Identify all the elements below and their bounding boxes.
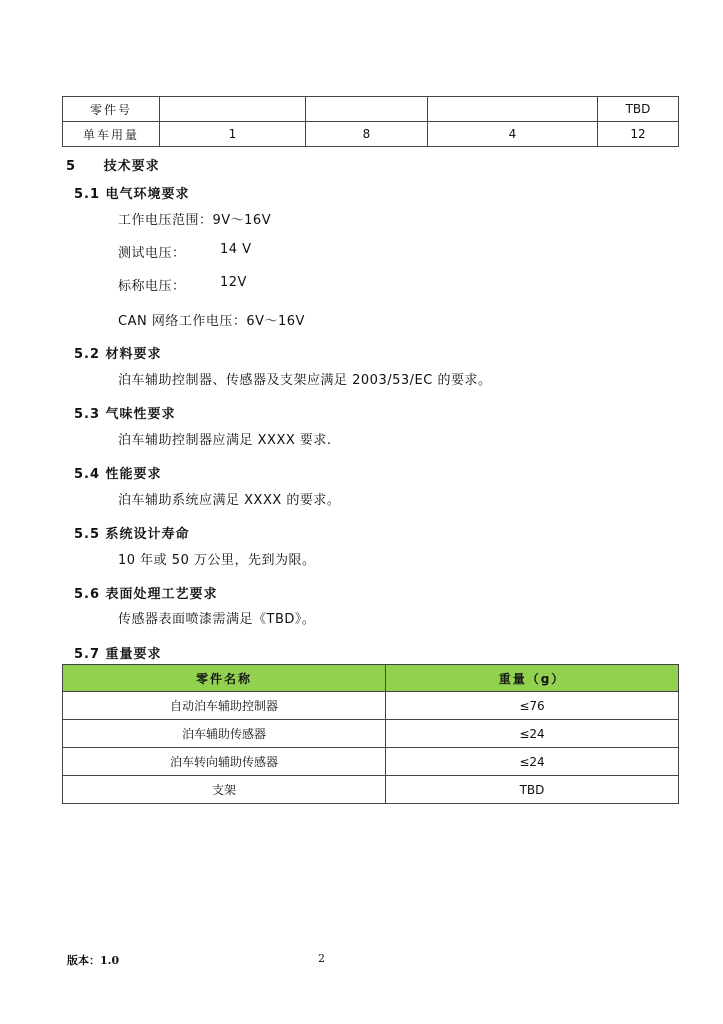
table-cell xyxy=(428,97,598,122)
lifetime-text: 10 年或 50 万公里，先到为限。 xyxy=(118,553,316,568)
surface-text: 传感器表面喷漆需满足《TBD》。 xyxy=(118,612,316,627)
test-voltage-value: 14 V xyxy=(220,242,252,257)
section-number: 5 xyxy=(66,159,77,174)
nominal-voltage-label: 标称电压： xyxy=(118,279,186,294)
weight-cell: ≤24 xyxy=(386,720,679,748)
section-5-7-heading: 5.7 重量要求 xyxy=(74,647,162,662)
table-row xyxy=(63,692,679,720)
table-cell: 4 xyxy=(428,122,598,147)
section-5-1-heading: 5.1 电气环境要求 xyxy=(74,187,190,202)
table-cell: 1 xyxy=(160,122,306,147)
can-voltage-text: CAN 网络工作电压：6V～16V xyxy=(118,314,305,329)
part-name-cell: 泊车转向辅助传感器 xyxy=(63,748,386,776)
column-header-weight: 重量（g） xyxy=(386,665,679,692)
footer-version: 版本：1.0 xyxy=(67,954,120,967)
table-cell: 单车用量 xyxy=(63,122,160,147)
part-name-cell: 支架 xyxy=(63,776,386,804)
weight-table xyxy=(62,664,679,804)
part-quantity-table xyxy=(62,96,679,147)
nominal-voltage-value: 12V xyxy=(220,275,247,290)
weight-cell: ≤76 xyxy=(386,692,679,720)
odor-text: 泊车辅助控制器应满足 XXXX 要求. xyxy=(118,433,332,448)
nominal-voltage-line xyxy=(118,275,247,294)
weight-cell: ≤24 xyxy=(386,748,679,776)
table-row xyxy=(63,720,679,748)
section-title: 技术要求 xyxy=(103,159,160,174)
section-5-heading xyxy=(66,155,160,174)
column-header-part-name: 零件名称 xyxy=(63,665,386,692)
table-cell: 12 xyxy=(598,122,679,147)
table-header-row xyxy=(63,665,679,692)
section-5-3-heading: 5.3 气味性要求 xyxy=(74,407,176,422)
section-5-4-heading: 5.4 性能要求 xyxy=(74,467,162,482)
table-cell xyxy=(160,97,306,122)
table-row xyxy=(63,97,679,122)
test-voltage-label: 测试电压： xyxy=(118,246,186,261)
table-row xyxy=(63,122,679,147)
part-name-cell: 泊车辅助传感器 xyxy=(63,720,386,748)
test-voltage-line xyxy=(118,242,252,261)
table-cell: TBD xyxy=(598,97,679,122)
page-number: 2 xyxy=(318,952,325,965)
table-cell: 零件号 xyxy=(63,97,160,122)
section-5-5-heading: 5.5 系统设计寿命 xyxy=(74,527,190,542)
performance-text: 泊车辅助系统应满足 XXXX 的要求。 xyxy=(118,493,341,508)
section-5-2-heading: 5.2 材料要求 xyxy=(74,347,162,362)
section-5-6-heading: 5.6 表面处理工艺要求 xyxy=(74,587,218,602)
work-voltage-text: 工作电压范围：9V～16V xyxy=(118,213,272,228)
table-cell xyxy=(306,97,428,122)
weight-cell: TBD xyxy=(386,776,679,804)
table-row xyxy=(63,748,679,776)
table-row xyxy=(63,776,679,804)
material-text: 泊车辅助控制器、传感器及支架应满足 2003/53/EC 的要求。 xyxy=(118,373,492,388)
part-name-cell: 自动泊车辅助控制器 xyxy=(63,692,386,720)
table-cell: 8 xyxy=(306,122,428,147)
